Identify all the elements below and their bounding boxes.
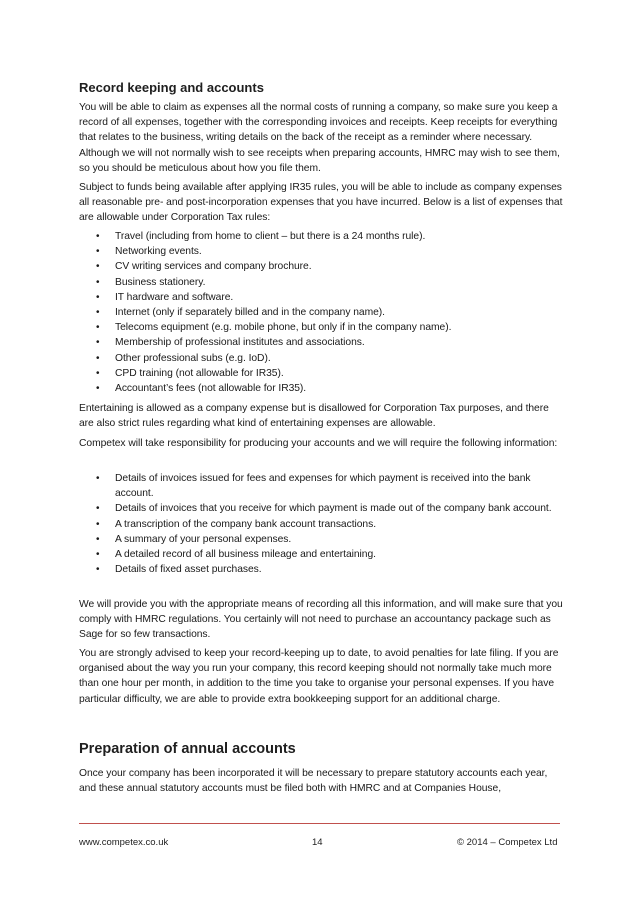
- list-item: [79, 471, 563, 501]
- footer-rule: [79, 823, 560, 824]
- list-item-text: Travel (including from home to client – but there is a 24 months rule).: [115, 231, 426, 242]
- bullet-icon: •: [96, 383, 100, 395]
- bullet-icon: •: [96, 503, 100, 515]
- paragraph-keep-up-to-date: You are strongly advised to keep your record-keeping up to date, to avoid penalties for late filing. If you are organised about the way you run your company, this record keeping should not normally take much more than one hour per month, in addition to the time you take to organise your personal expenses. If you have particular difficulty, we are able to provide extra bookkeeping support for an additional charge.: [79, 648, 559, 705]
- paragraph-entertaining: Entertaining is allowed as a company expense but is disallowed for Corporation Tax purposes, and there are also strict rules regarding what kind of entertaining expenses are allowable.: [79, 403, 549, 430]
- list-item: [79, 244, 563, 259]
- list-item-text: CPD training (not allowable for IR35).: [115, 367, 284, 379]
- list-item: [79, 547, 563, 562]
- list-item-text: Details of invoices that you receive for which payment is made out of the company bank account.: [115, 503, 552, 515]
- list-item-text: Internet (only if separately billed and in the company name).: [115, 307, 385, 319]
- list-item-text: Telecoms equipment (e.g. mobile phone, but only if in the company name).: [115, 322, 452, 334]
- list-item-text: Networking events.: [115, 246, 202, 258]
- bullet-icon: •: [96, 533, 100, 545]
- list-item: [79, 229, 563, 244]
- bullet-icon: •: [96, 337, 100, 349]
- bullet-icon: •: [96, 231, 100, 242]
- list-item: [79, 351, 563, 366]
- list-item: [79, 517, 563, 532]
- list-item: [79, 305, 563, 320]
- list-item: [79, 290, 563, 305]
- list-item-text: Other professional subs (e.g. IoD).: [115, 352, 271, 364]
- list-item-text: Membership of professional institutes and associations.: [115, 337, 365, 349]
- paragraph-annual-accounts: Once your company has been incorporated it will be necessary to prepare statutory accounts each year, and these annual statutory accounts must be filed both with HMRC and at Companies House,: [79, 768, 548, 795]
- bullet-icon: •: [96, 261, 100, 273]
- bullet-icon: •: [96, 246, 100, 258]
- list-item: [79, 501, 563, 516]
- list-item: [79, 335, 563, 350]
- list-item-text: Business stationery.: [115, 276, 206, 288]
- bullet-icon: •: [96, 564, 100, 576]
- list-item: [79, 259, 563, 274]
- bullet-icon: •: [96, 518, 100, 530]
- paragraph-allowable-expenses: Subject to funds being available after applying IR35 rules, you will be able to include as company expenses all reasonable pre- and post-incorporation expenses that you have incurred. Below is a list of expenses that are allowable under Corporation Tax rules:: [79, 182, 563, 224]
- list-item: [79, 275, 563, 290]
- bullet-icon: •: [96, 291, 100, 303]
- bullet-icon: •: [96, 352, 100, 364]
- bullet-icon: •: [96, 367, 100, 379]
- footer-website-link[interactable]: www.competex.co.uk: [79, 837, 169, 848]
- section-heading-record-keeping: Record keeping and accounts: [79, 80, 264, 95]
- list-item: [79, 381, 563, 396]
- section-heading-annual-accounts: Preparation of annual accounts: [79, 741, 296, 757]
- list-item-text: IT hardware and software.: [115, 291, 234, 303]
- bullet-icon: •: [96, 307, 100, 319]
- paragraph-expenses-intro: You will be able to claim as expenses all the normal costs of running a company, so make sure you keep a record of all expenses, together with the corresponding invoices and receipts. Keep receipts for everything that relates to the business, writing details on the back of the receipt as a reminder where necessary. Although we will not normally wish to see receipts when preparing accounts, HMRC may wish to see them, so you should be meticulous about how you file them.: [79, 102, 560, 174]
- list-item-text: CV writing services and company brochure.: [115, 261, 312, 273]
- list-item: [79, 532, 563, 547]
- footer-page-number: 14: [312, 837, 323, 848]
- list-item-text: A transcription of the company bank account transactions.: [115, 518, 377, 530]
- list-item: [79, 320, 563, 335]
- footer-copyright: © 2014 – Competex Ltd: [457, 837, 558, 848]
- bullet-icon: •: [96, 322, 100, 334]
- list-item-text: Details of fixed asset purchases.: [115, 564, 262, 576]
- paragraph-required-information: Competex will take responsibility for producing your accounts and we will require the following information:: [79, 438, 558, 449]
- list-item: [79, 366, 563, 381]
- list-item-text: A detailed record of all business mileage and entertaining.: [115, 549, 376, 561]
- bullet-icon: •: [96, 276, 100, 288]
- paragraph-recording-means: We will provide you with the appropriate means of recording all this information, and will make sure that you comply with HMRC regulations. You certainly will not need to purchase an accountancy package such as Sage for so few transactions.: [79, 599, 563, 641]
- required-information-list: [79, 471, 563, 577]
- list-item-text: Accountant’s fees (not allowable for IR35).: [115, 383, 307, 395]
- list-item-text: Details of invoices issued for fees and expenses for which payment is received into the bank account.: [115, 473, 531, 500]
- bullet-icon: •: [96, 549, 100, 561]
- list-item-text: A summary of your personal expenses.: [115, 533, 292, 545]
- allowable-expenses-list: [79, 229, 563, 396]
- list-item: [79, 562, 563, 577]
- bullet-icon: •: [96, 473, 100, 484]
